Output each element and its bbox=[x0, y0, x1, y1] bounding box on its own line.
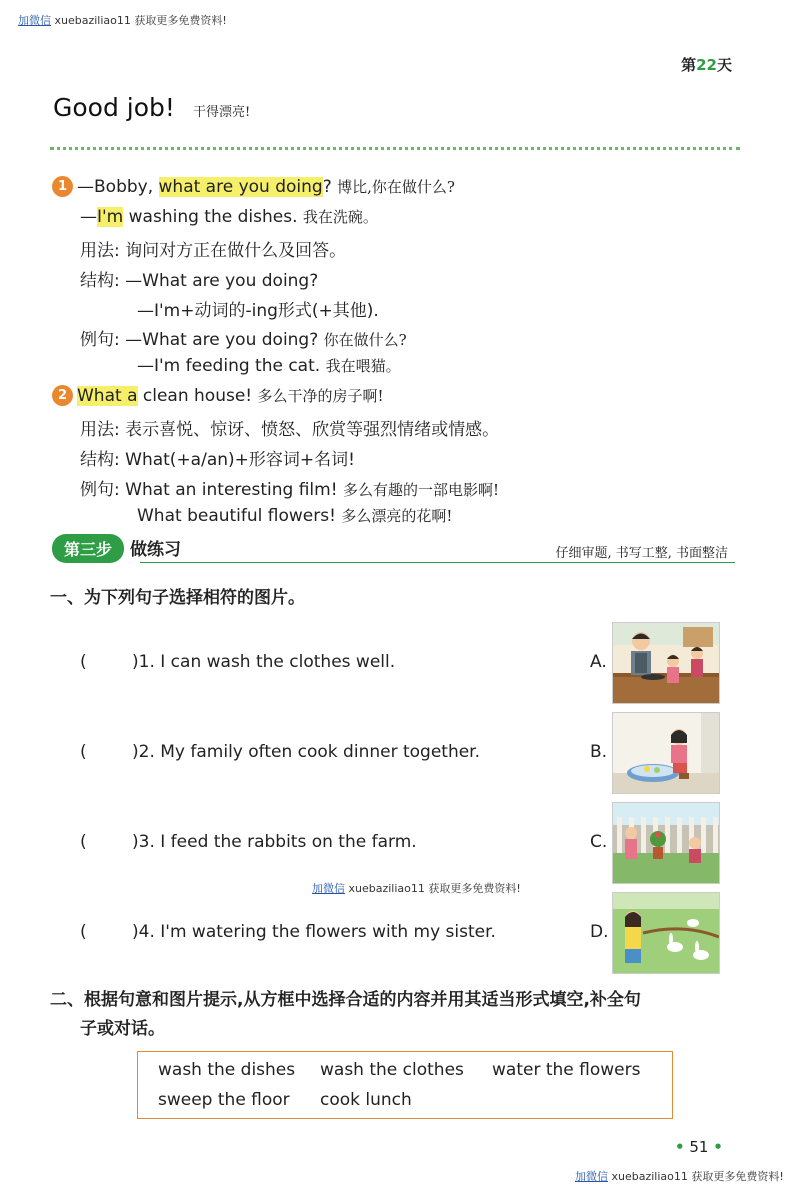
question-3: ( )3. I feed the rabbits on the farm. bbox=[80, 832, 417, 852]
step-underline bbox=[140, 562, 735, 563]
question-2: ( )2. My family often cook dinner together. bbox=[80, 742, 481, 762]
option-d-label: D. bbox=[590, 922, 609, 942]
point1-line2: —I'm washing the dishes. 我在洗碗。 bbox=[80, 207, 378, 227]
picture-b-washing-clothes bbox=[612, 712, 720, 794]
option-a-label: A. bbox=[590, 652, 607, 672]
point1-usage: 用法: 询问对方正在做什么及回答。 bbox=[80, 241, 347, 261]
picture-a-family-cooking bbox=[612, 622, 720, 704]
day-label: 第22天 bbox=[681, 56, 732, 74]
number-badge-2: 2 bbox=[52, 385, 73, 406]
point2-example: 例句: What an interesting film! 多么有趣的一部电影啊! bbox=[80, 480, 499, 500]
page-number: • 51 • bbox=[675, 1138, 723, 1156]
point1-structure2: —I'm+动词的-ing形式(+其他). bbox=[137, 301, 379, 321]
step-name: 做练习 bbox=[130, 540, 182, 560]
page-title-cn: 干得漂亮! bbox=[193, 105, 251, 120]
step-tip: 仔细审题, 书写工整, 书面整洁 bbox=[555, 546, 728, 561]
section2-title: 二、根据句意和图片提示,从方框中选择合适的内容并用其适当形式填空,补全句 bbox=[50, 990, 641, 1010]
section2-title-cont: 子或对话。 bbox=[80, 1019, 165, 1039]
phrase-item: wash the clothes bbox=[320, 1060, 464, 1080]
phrase-item: water the flowers bbox=[492, 1060, 641, 1080]
phrase-item: cook lunch bbox=[320, 1090, 412, 1110]
step-header bbox=[52, 534, 181, 563]
picture-d-feeding-rabbits bbox=[612, 892, 720, 974]
point2-usage: 用法: 表示喜悦、惊讶、愤怒、欣赏等强烈情绪或情感。 bbox=[80, 420, 500, 440]
option-b-label: B. bbox=[590, 742, 608, 762]
point1-line1: 1 —Bobby, what are you doing? 博比,你在做什么? bbox=[52, 176, 455, 197]
section1-title: 一、为下列句子选择相符的图片。 bbox=[50, 588, 305, 608]
number-badge-1: 1 bbox=[52, 176, 73, 197]
question-1: ( )1. I can wash the clothes well. bbox=[80, 652, 396, 672]
step-badge: 第三步 bbox=[52, 534, 124, 563]
option-c-label: C. bbox=[590, 832, 608, 852]
point2-line1: 2 What a clean house! 多么干净的房子啊! bbox=[52, 385, 384, 406]
watermark-middle: 加微信 xuebaziliao11 获取更多免费资料! bbox=[312, 882, 521, 895]
point1-structure: 结构: —What are you doing? bbox=[80, 271, 319, 291]
phrase-item: wash the dishes bbox=[158, 1060, 296, 1080]
watermark-bottom: 加微信 xuebaziliao11 获取更多免费资料! bbox=[575, 1170, 784, 1183]
point1-example2: —I'm feeding the cat. 我在喂猫。 bbox=[137, 356, 401, 376]
point1-example: 例句: —What are you doing? 你在做什么? bbox=[80, 330, 407, 350]
question-4: ( )4. I'm watering the flowers with my sister. bbox=[80, 922, 496, 942]
phrase-item: sweep the floor bbox=[158, 1090, 290, 1110]
page-title: Good job! bbox=[53, 93, 175, 122]
watermark-top: 加微信 xuebaziliao11 获取更多免费资料! bbox=[18, 14, 227, 27]
point2-structure: 结构: What(+a/an)+形容词+名词! bbox=[80, 450, 355, 470]
dotted-divider bbox=[50, 147, 740, 150]
point2-example2: What beautiful flowers! 多么漂亮的花啊! bbox=[137, 506, 453, 526]
picture-c-watering-flowers bbox=[612, 802, 720, 884]
